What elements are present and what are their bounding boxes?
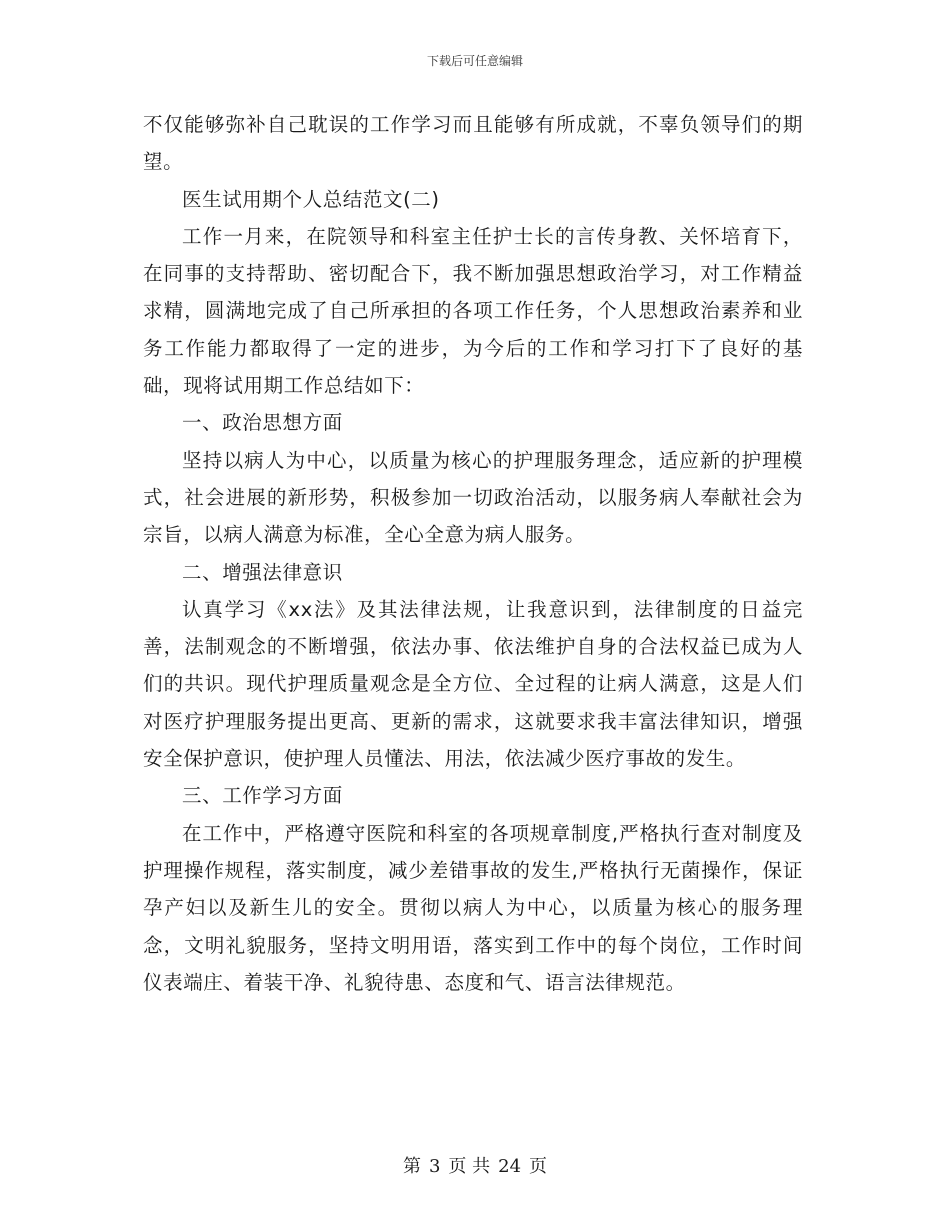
- heading-political-thought: 一、政治思想方面: [182, 411, 343, 435]
- heading-work-study: 三、工作学习方面: [182, 784, 343, 808]
- document-body: [143, 106, 803, 1001]
- page-number-suffix: 页: [529, 1156, 548, 1177]
- page-number-prefix: 第: [402, 1156, 421, 1177]
- page-number-total: 24: [498, 1156, 522, 1177]
- page-number-current: 3: [428, 1156, 441, 1177]
- paragraph-work-study: 在工作中，严格遵守医院和科室的各项规章制度,严格执行查对制度及护理操作规程，落实制度，减少差错事故的发生,严格执行无菌操作，保证孕产妇以及新生儿的安全。贯彻以病人为中心，以质量为核心的服务理念，文明礼貌服务，坚持文明用语，落实到工作中的每个岗位，工作时间仪表端庄、着装干净、礼貌待患、态度和气、语言法律规范。: [143, 821, 803, 994]
- section-title: 医生试用期个人总结范文(二): [182, 187, 440, 211]
- paragraph-political-thought: 坚持以病人为中心，以质量为核心的护理服务理念，适应新的护理模式，社会进展的新形势，积极参加一切政治活动，以服务病人奉献社会为宗旨，以病人满意为标准，全心全意为病人服务。: [143, 448, 803, 547]
- heading-legal-awareness: 二、增强法律意识: [182, 560, 343, 584]
- paragraph-continuation: 不仅能够弥补自己耽误的工作学习而且能够有所成就，不辜负领导们的期望。: [143, 113, 803, 174]
- paragraph-legal-awareness: 认真学习《xx法》及其法律法规，让我意识到，法律制度的日益完善，法制观念的不断增强，依法办事、依法维护自身的合法权益已成为人们的共识。现代护理质量观念是全方位、全过程的让病人满意，这是人们对医疗护理服务提出更高、更新的需求，这就要求我丰富法律知识，增强安全保护意识，使护理人员懂法、用法，依法减少医疗事故的发生。: [143, 597, 803, 771]
- page-number-middle: 页 共: [448, 1156, 491, 1177]
- paragraph-intro: 工作一月来，在院领导和科室主任护士长的言传身教、关怀培育下，在同事的支持帮助、密切配合下，我不断加强思想政治学习，对工作精益求精，圆满地完成了自己所承担的各项工作任务，个人思想政治素养和业务工作能力都取得了一定的进步，为今后的工作和学习打下了良好的基础，现将试用期工作总结如下：: [143, 224, 803, 398]
- page-header-note: 下载后可任意编辑: [426, 54, 523, 68]
- page-number: [0, 1152, 950, 1178]
